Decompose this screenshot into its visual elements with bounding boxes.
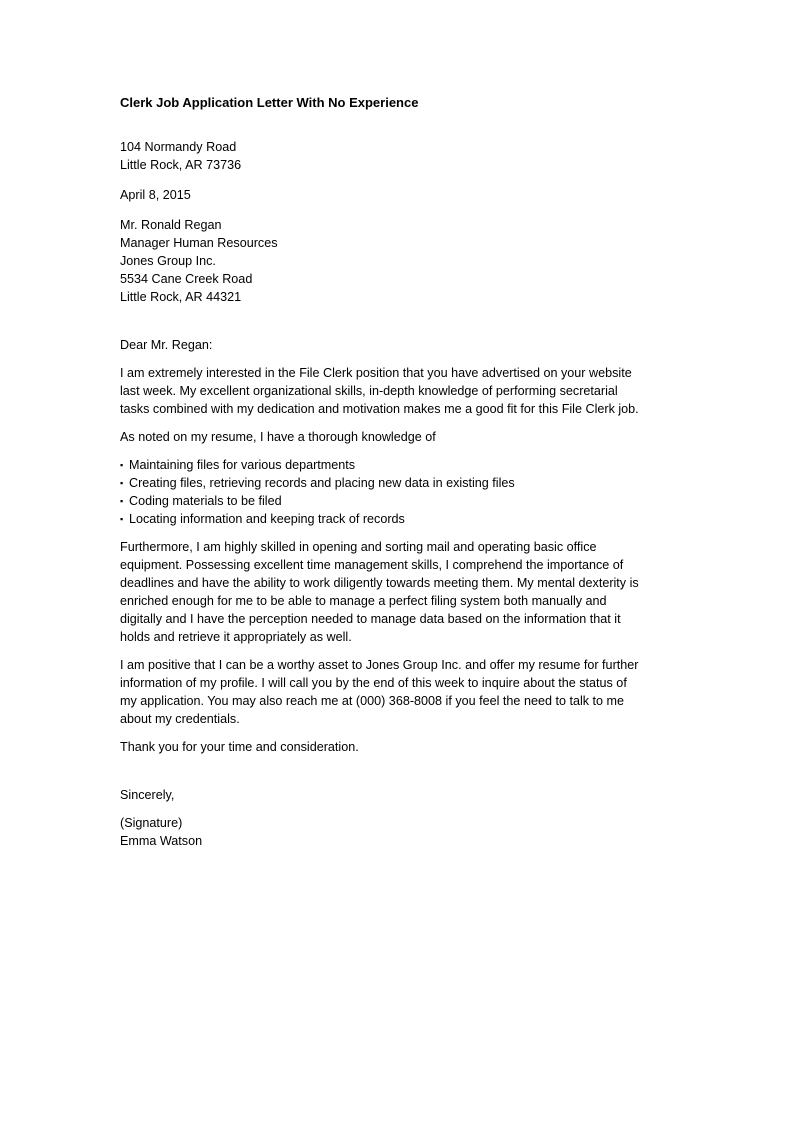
- paragraph-line: I am extremely interested in the File Clerk position that you have advertised on your website: [120, 366, 632, 380]
- sender-address: [120, 138, 680, 174]
- bullet-icon: ▪: [120, 478, 124, 488]
- recipient-line: 5534 Cane Creek Road: [120, 272, 253, 286]
- recipient-line: Jones Group Inc.: [120, 254, 216, 268]
- knowledge-bullet-list: [120, 456, 680, 528]
- paragraph-line: I am positive that I can be a worthy asset to Jones Group Inc. and offer my resume for further: [120, 658, 639, 672]
- paragraph-line: holds and retrieve it appropriately as well.: [120, 630, 352, 644]
- paragraph-line: enriched enough for me to be able to manage a perfect filing system both manually and: [120, 594, 607, 608]
- date-text: April 8, 2015: [120, 188, 191, 202]
- list-item-text: Creating files, retrieving records and placing new data in existing files: [129, 476, 515, 490]
- letter-title: Clerk Job Application Letter With No Experience: [120, 95, 419, 110]
- letter-date: [120, 186, 680, 204]
- paragraph-line: deadlines and have the ability to work diligently towards meeting them. My mental dexterity is: [120, 576, 639, 590]
- list-item-text: Coding materials to be filed: [129, 494, 282, 508]
- paragraph-thanks: Thank you for your time and consideration.: [120, 740, 359, 754]
- list-item-text: Maintaining files for various departments: [129, 458, 356, 472]
- signer-name: Emma Watson: [120, 834, 203, 848]
- bullet-icon: ▪: [120, 514, 124, 524]
- bullet-icon: ▪: [120, 460, 124, 470]
- paragraph-line: tasks combined with my dedication and motivation makes me a good fit for this File Clerk job.: [120, 402, 639, 416]
- closing: Sincerely,: [120, 788, 175, 802]
- paragraph-line: equipment. Possessing excellent time management skills, I comprehend the importance of: [120, 558, 624, 572]
- recipient-line: Mr. Ronald Regan: [120, 218, 222, 232]
- paragraph-contact: [120, 656, 680, 728]
- recipient-line: Little Rock, AR 44321: [120, 290, 242, 304]
- list-item-text: Locating information and keeping track of records: [129, 512, 405, 526]
- recipient-line: Manager Human Resources: [120, 236, 278, 250]
- signature-block: [120, 814, 680, 850]
- bullet-icon: ▪: [120, 496, 124, 506]
- paragraph-line: Furthermore, I am highly skilled in opening and sorting mail and operating basic office: [120, 540, 597, 554]
- recipient-address: [120, 216, 680, 306]
- paragraph-line: about my credentials.: [120, 712, 240, 726]
- letter-body: [120, 94, 680, 862]
- paragraph-knowledge-intro: As noted on my resume, I have a thorough knowledge of: [120, 430, 436, 444]
- sender-address-line: 104 Normandy Road: [120, 140, 237, 154]
- list-item: [120, 492, 680, 510]
- paragraph-line: information of my profile. I will call you by the end of this week to inquire about the status of: [120, 676, 627, 690]
- sender-address-line: Little Rock, AR 73736: [120, 158, 242, 172]
- paragraph-skills: [120, 538, 680, 646]
- paragraph-interest: [120, 364, 680, 418]
- list-item: [120, 456, 680, 474]
- paragraph-line: last week. My excellent organizational skills, in-depth knowledge of performing secretarial: [120, 384, 618, 398]
- paragraph-line: digitally and I have the perception needed to manage data based on the information that it: [120, 612, 621, 626]
- list-item: [120, 474, 680, 492]
- list-item: [120, 510, 680, 528]
- signature-placeholder: (Signature): [120, 816, 183, 830]
- paragraph-line: my application. You may also reach me at (000) 368-8008 if you feel the need to talk to me: [120, 694, 625, 708]
- salutation: Dear Mr. Regan:: [120, 338, 213, 352]
